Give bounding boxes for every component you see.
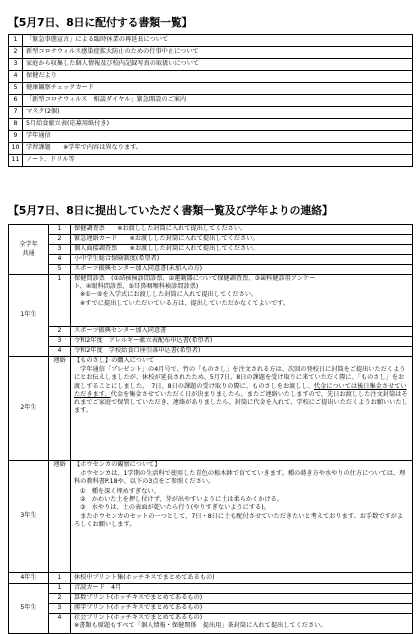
common-row-5: スポーツ振興センター加入同意書(未加入の方): [71, 265, 413, 275]
distributed-doc-row: [9, 131, 413, 143]
grade1-label: 1年生: [20, 311, 37, 319]
distributed-doc-text: 健康観察チェックカード: [23, 83, 413, 95]
grade3-outro: またホウセンカのセットの一つとして、7日・8日に土も配付させていただきたいと考えております。お手数ですがよろしくお願いします。: [74, 513, 404, 529]
grade-common-cell: [9, 225, 49, 275]
row-num: 3: [9, 59, 23, 71]
row-num: 7: [9, 107, 23, 119]
grade1-row-1-line: ※①～⑤を入学式にお渡しした封筒に入れて提出してください。: [80, 291, 258, 299]
distributed-doc-row: [9, 71, 413, 83]
grade3-cell: [9, 461, 49, 573]
row-num: 5: [9, 83, 23, 95]
grade2-notice: [71, 357, 413, 461]
row-num: 1: [49, 225, 71, 235]
grade1-row-1-line: 保健問診票 (①結核検診問診票、②運動器について保健調査票、③歯科健診用アンケー: [74, 275, 316, 282]
grade1-row-3: 令和2年度 アレルギー献立表配布申込書(希望者): [71, 337, 413, 347]
row-num: 10: [9, 143, 23, 155]
row-num: 1: [9, 35, 23, 47]
grade3-label: 3年生: [20, 512, 37, 520]
grade5-note: ※書類も原題もすべて「個人情報・保健関係 提出用」茶封筒に入れて提出してください。: [74, 622, 327, 630]
distributed-doc-text: 新型コロナウィルス感染症拡大防止のための行事中止について: [23, 47, 413, 59]
row-num: 3: [49, 604, 71, 614]
grade2-heading: 【ものさし】の購入について: [74, 357, 155, 364]
distributed-doc-row: [9, 143, 413, 155]
row-num: 3: [49, 337, 71, 347]
distributed-doc-row: [9, 119, 413, 131]
grade4-cell: [9, 573, 49, 584]
distributed-doc-row: [9, 35, 413, 47]
grade4-label: 4年生: [20, 573, 37, 581]
distributed-doc-text: 学習課題 ※学年で内容は異なります。: [23, 143, 413, 155]
grade5-row-1: 音読カード 4月: [71, 584, 413, 594]
distributed-doc-text: ノート、ドリル等: [23, 155, 413, 167]
row-num: 3: [49, 245, 71, 255]
row-num: 5: [49, 265, 71, 275]
grade-common-label: 全学年 共通: [19, 241, 38, 257]
distributed-documents-table: [8, 34, 413, 167]
grade2-body-after: 代金を集金させていただく日が決まりましたら、またご連絡いたしますので、先日お渡しした注文封筒はそれまでご家庭で保管していただき、連絡がありましたら、封筒に代金を入れて、学校にご提出いただくようお願いいたします。: [74, 390, 408, 415]
row-num: 1: [49, 584, 71, 594]
grade1-row-1-line: ト、④眼科問診票、⑤耳鼻咽喉科検診問診票): [74, 283, 199, 291]
grade1-row-2: スポーツ振興センター加入同意書: [71, 327, 413, 337]
row-num: 4: [49, 347, 71, 357]
section2-title: 【5月7日、8日に提出していただく書類一覧及び学年よりの連絡】: [8, 204, 333, 217]
common-row-4: 小中学生総合保険制度(希望者): [71, 255, 413, 265]
row-num: 1: [49, 275, 71, 327]
common-row-2: 緊急連絡カード ※お渡しした封筒に入れて提出してください。: [71, 235, 413, 245]
grade2-body-before: 学年通信「プレゼント」の4月号で、竹の「ものさし」を注文される方は、次回の登校日に封筒をご提出いただくようにとお伝えしましたが、休校が延長されたため、5月7日、8日の課題を受け取りに来ていただく際に、「ものさし」をお渡しすることにしました。 7日、8日の課題の受け取りの際に、ものさしをお渡しし、: [74, 366, 406, 390]
distributed-doc-text: 家庭から収集した個人情報及び校内記録写真の取扱いについて: [23, 59, 413, 71]
distributed-doc-text: 保健だより: [23, 71, 413, 83]
distributed-doc-row: [9, 47, 413, 59]
row-num: 2: [49, 594, 71, 604]
grade1-row-1: [71, 275, 413, 327]
grade1-row-4: 令和2年度 学校給食口座引落申込書(希望者): [71, 347, 413, 357]
grade2-contact-label: 連絡: [49, 357, 71, 461]
distributed-doc-row: [9, 155, 413, 167]
distributed-doc-row: [9, 59, 413, 71]
grade4-row-1: 休校中プリント集(ホッチキスでまとめてあるもの): [71, 573, 413, 584]
grade5-row-3: 漢字プリント(ホッチキスでまとめてあるもの): [71, 604, 413, 614]
grade2-cell: [9, 357, 49, 461]
row-num: 4: [49, 255, 71, 265]
row-num: 4: [9, 71, 23, 83]
row-num: 2: [49, 235, 71, 245]
common-row-1: 保健調査票 ※お渡しした封筒に入れて提出してください。: [71, 225, 413, 235]
distributed-doc-text: 「緊急事態宣言」による臨時休業の再延長について: [23, 35, 413, 47]
grade1-row-1-line: ※すでに提出していただいている方は、提出していただかなくてよいです。: [80, 299, 290, 307]
grade5-row-4-text: 社会プリント(ホッチキスでまとめてあるもの): [74, 614, 203, 621]
row-num: 6: [9, 95, 23, 107]
common-row-3: 個人面接調査票 ※お渡しした封筒に入れて提出してください。: [71, 245, 413, 255]
distributed-doc-row: [9, 83, 413, 95]
grade2-body-underline: 代金については後日集金させていただきます。: [74, 382, 407, 398]
grade2-label: 2年生: [20, 404, 37, 412]
grade2-body: [74, 366, 409, 415]
distributed-doc-text: 5月給食献立表(応募用紙付き): [23, 119, 413, 131]
submission-documents-table: [8, 224, 413, 634]
grade5-label: 5年生: [20, 604, 37, 612]
distributed-doc-text: 学年通信: [23, 131, 413, 143]
row-num: 2: [49, 327, 71, 337]
grade3-point: ③ 水やりは、土の表面が乾いたら行う(やりすぎないようにする)。: [80, 503, 270, 511]
distributed-doc-row: [9, 95, 413, 107]
row-num: 2: [9, 47, 23, 59]
row-num: 1: [49, 573, 71, 584]
grade3-notice: [71, 461, 413, 573]
grade3-point: ① 種を深く埋めすぎない。: [80, 487, 160, 495]
grade1-cell: [9, 275, 49, 357]
grade3-heading: 【ホウセンカの観察について】: [74, 461, 161, 468]
row-num: 9: [9, 131, 23, 143]
grade3-point: ② かわいた土を押し付けず、芽が出やすいように土は柔らかくかける。: [80, 495, 284, 503]
grade3-contact-label: 連絡: [49, 461, 71, 573]
distributed-doc-text: 「新型コロナウィルス 相談ダイヤル」緊急開設のご案内: [23, 95, 413, 107]
grade5-row-2: 算数プリント(ホッチキスでまとめてあるもの): [71, 594, 413, 604]
row-num: 4: [49, 614, 71, 634]
grade5-cell: [9, 584, 49, 634]
distributed-doc-row: [9, 107, 413, 119]
row-num: 8: [9, 119, 23, 131]
grade3-intro: ホウセンカは、1学期の生活科で使用した青色の植木鉢で育てていきます。種の蒔き方や水やりの仕方については、理科の教科書P.18や、以下の3点をご参照ください。: [74, 470, 406, 486]
row-num: 11: [9, 155, 23, 167]
distributed-doc-text: マスク(2個): [23, 107, 413, 119]
section1-title: 【5月7日、8日に配付する書類一覧】: [8, 16, 193, 29]
